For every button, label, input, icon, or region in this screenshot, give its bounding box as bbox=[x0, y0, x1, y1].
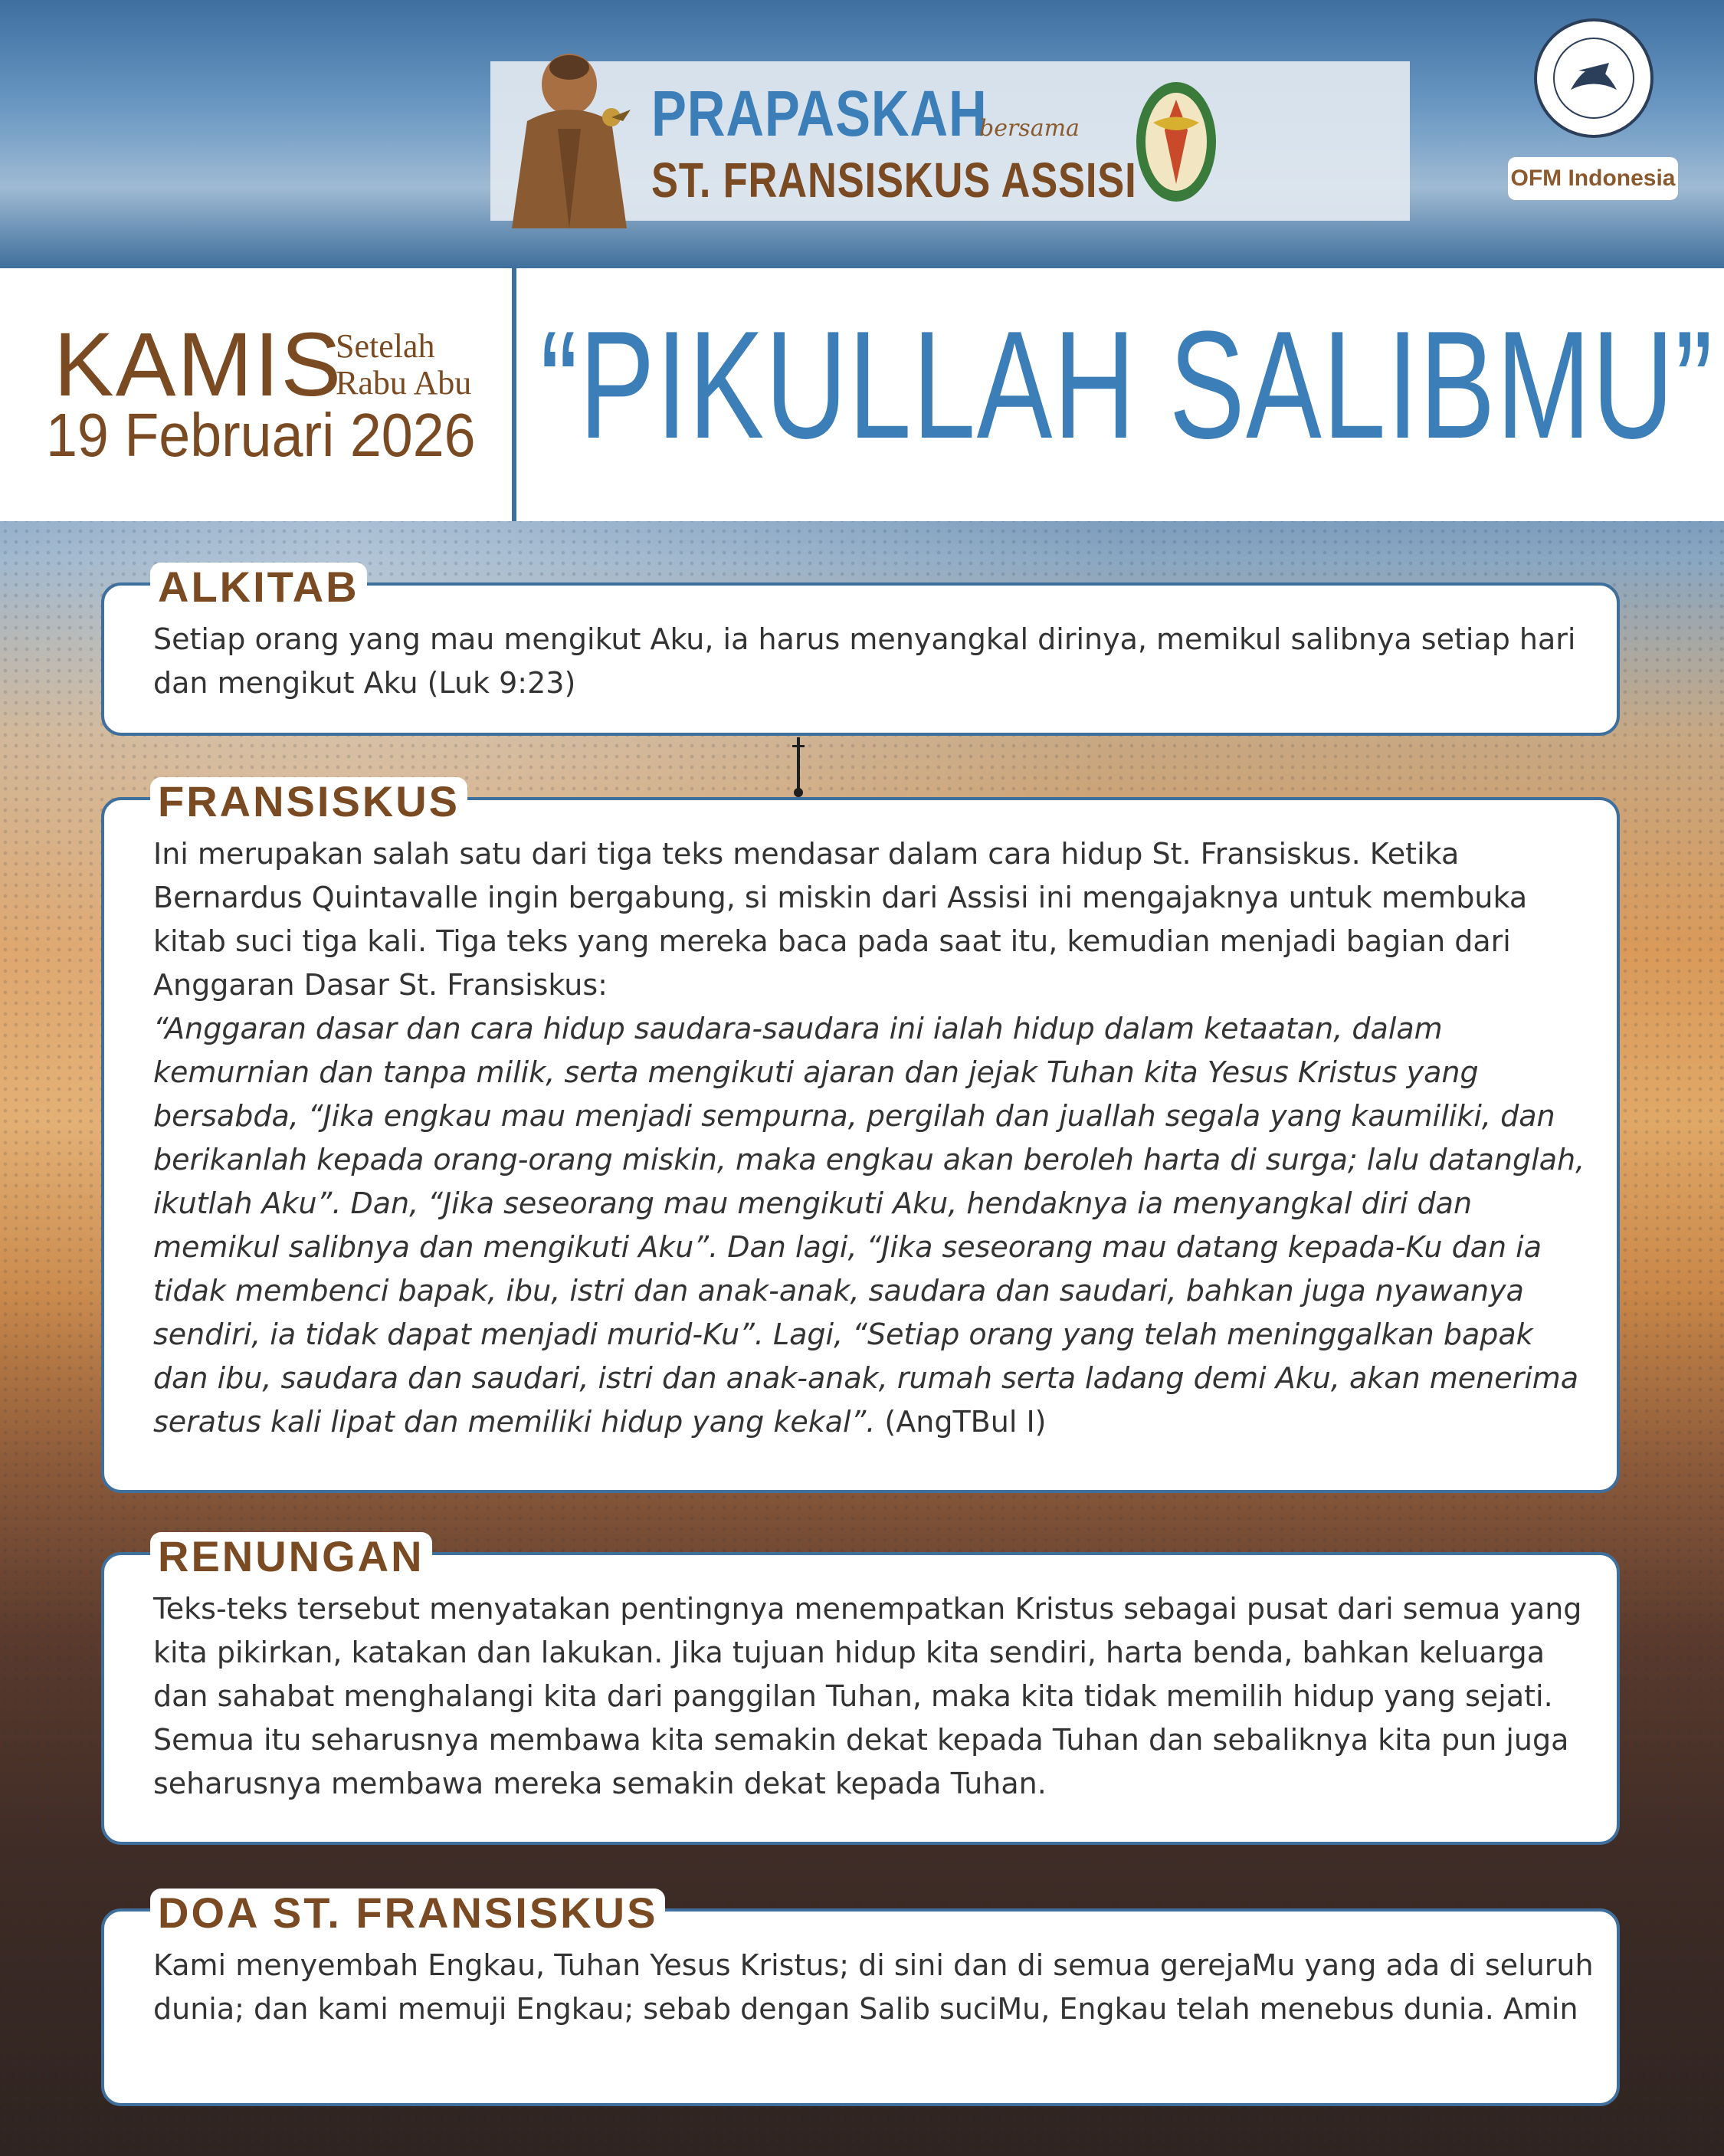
title-divider bbox=[512, 268, 516, 521]
fransiskus-citation: (AngTBul I) bbox=[875, 1405, 1047, 1439]
alkitab-verse: Setiap orang yang mau mengikut Aku, ia harus menyangkal dirinya, memikul salibnya setiap hari dan mengikut Aku (Luk 9:23) bbox=[153, 622, 1576, 700]
renungan-text bbox=[153, 1587, 1594, 1806]
renungan-heading: RENUNGAN bbox=[150, 1532, 432, 1581]
banner-bersama: bersama bbox=[979, 115, 1080, 142]
date-label: 19 Februari 2026 bbox=[46, 401, 476, 469]
province-seal-icon bbox=[1532, 17, 1655, 139]
alkitab-heading: ALKITAB bbox=[150, 563, 367, 612]
cross-ornament-icon bbox=[789, 737, 808, 799]
doa-paragraph: Kami menyembah Engkau, Tuhan Yesus Kristus; di sini dan di semua gerejaMu yang ada di seluruh dunia; dan kami memuji Engkau; sebab dengan Salib suciMu, Engkau telah menebus dunia. Amin bbox=[153, 1948, 1594, 2026]
banner-title-prapaskah: PRAPASKAH bbox=[651, 77, 988, 149]
fransiskus-quote: “Anggaran dasar dan cara hidup saudara-saudara ini ialah hidup dalam ketaatan, dalam kemurnian dan tanpa milik, serta mengikuti ajaran dan jejak Tuhan kita Yesus Kristus yang bersabda, “Jika engkau mau menjadi sempurna, pergilah dan juallah segala yang kaumiliki, dan berikanlah kepada orang-orang miskin, maka engkau akan beroleh harta di surga; lalu datanglah, ikutlah Aku”. Dan, “Jika seseorang mau mengikuti Aku, hendaknya ia menyangkal diri dan memikul salibnya dan mengikuti Aku”. Dan lagi, “Jika seseorang mau datang kepada-Ku dan ia tidak membenci bapak, ibu, istri dan anak-anak, saudara dan saudari, bahkan juga nyawanya sendiri, ia tidak dapat menjadi murid-Ku”. Lagi, “Setiap orang yang telah meninggalkan bapak dan ibu, saudara dan saudari, istri dan anak-anak, rumah serta ladang demi Aku, akan menerima seratus kali lipat dan memiliki hidup yang kekal”. bbox=[153, 1012, 1585, 1439]
ofm-indonesia-badge: OFM Indonesia bbox=[1508, 157, 1678, 200]
fransiskus-heading: FRANSISKUS bbox=[150, 777, 467, 826]
renungan-paragraph: Teks-teks tersebut menyatakan pentingnya menempatkan Kristus sebagai pusat dari semua yang kita pikirkan, katakan dan lakukan. Jika tujuan hidup kita sendiri, harta benda, bahkan keluarga dan sahabat menghalangi kita dari panggilan Tuhan, maka kita tidak memilih hidup yang sejati. Semua itu seharusnya membawa kita semakin dekat kepada Tuhan dan sebaliknya kita pun juga seharusnya membawa mereka semakin dekat kepada Tuhan. bbox=[153, 1592, 1582, 1800]
fransiskus-intro: Ini merupakan salah satu dari tiga teks mendasar dalam cara hidup St. Fransiskus. Ketika Bernardus Quintavalle ingin bergabung, si miskin dari Assisi ini mengajaknya untuk membuka kitab suci tiga kali. Tiga teks yang mereka baca pada saat itu, kemudian menjadi bagian dari Anggaran Dasar St. Fransiskus: bbox=[153, 837, 1528, 1002]
page-title: “PIKULLAH SALIBMU” bbox=[540, 300, 1714, 471]
fransiskus-quote-paragraph bbox=[153, 1007, 1594, 1444]
doa-heading: DOA ST. FRANSISKUS bbox=[150, 1889, 665, 1938]
fransiskus-text bbox=[153, 832, 1594, 1444]
day-note: Setelah Rabu Abu bbox=[336, 327, 472, 402]
franciscan-emblem-icon bbox=[1130, 77, 1222, 207]
alkitab-text bbox=[153, 618, 1594, 705]
saint-francis-illustration bbox=[497, 44, 642, 228]
banner-title-fransiskus: ST. FRANSISKUS ASSISI bbox=[651, 153, 1137, 208]
doa-text bbox=[153, 1944, 1594, 2031]
day-label: KAMIS bbox=[54, 314, 343, 415]
